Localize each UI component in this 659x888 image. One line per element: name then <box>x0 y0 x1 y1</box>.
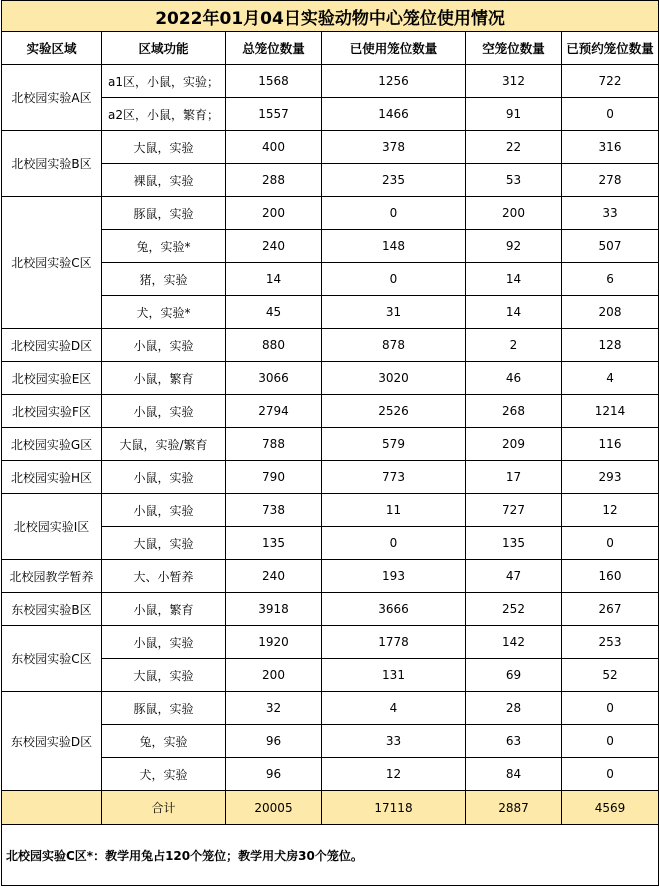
totals-total: 20005 <box>226 791 322 825</box>
cell-empty: 727 <box>466 494 562 527</box>
cell-area: 北校园实验G区 <box>2 428 102 461</box>
spreadsheet <box>1 0 658 886</box>
cell-total: 1568 <box>226 65 322 98</box>
cell-function: 小鼠，实验 <box>102 494 226 527</box>
cell-used: 148 <box>322 230 466 263</box>
table-row <box>2 131 659 164</box>
cell-reserved: 0 <box>562 692 659 725</box>
cell-function: 大鼠，实验 <box>102 527 226 560</box>
table-row <box>2 560 659 593</box>
header-total: 总笼位数量 <box>226 32 322 65</box>
cell-reserved: 1214 <box>562 395 659 428</box>
table-row <box>2 197 659 230</box>
cell-empty: 252 <box>466 593 562 626</box>
cell-total: 240 <box>226 230 322 263</box>
cell-area: 北校园教学暂养 <box>2 560 102 593</box>
cell-used: 3020 <box>322 362 466 395</box>
cell-used: 1256 <box>322 65 466 98</box>
cell-used: 579 <box>322 428 466 461</box>
cell-empty: 2 <box>466 329 562 362</box>
cell-function: 豚鼠，实验 <box>102 692 226 725</box>
cell-reserved: 0 <box>562 758 659 791</box>
cell-area: 北校园实验D区 <box>2 329 102 362</box>
cell-empty: 14 <box>466 263 562 296</box>
cell-total: 32 <box>226 692 322 725</box>
cell-area: 北校园实验C区 <box>2 197 102 329</box>
cell-reserved: 52 <box>562 659 659 692</box>
cell-empty: 92 <box>466 230 562 263</box>
totals-used: 17118 <box>322 791 466 825</box>
cell-total: 45 <box>226 296 322 329</box>
table-row <box>2 395 659 428</box>
table-row <box>2 65 659 98</box>
cell-reserved: 507 <box>562 230 659 263</box>
cell-total: 880 <box>226 329 322 362</box>
cell-reserved: 208 <box>562 296 659 329</box>
cell-empty: 312 <box>466 65 562 98</box>
cell-used: 12 <box>322 758 466 791</box>
cell-function: 大鼠，实验/繁育 <box>102 428 226 461</box>
cell-empty: 84 <box>466 758 562 791</box>
cell-total: 96 <box>226 758 322 791</box>
table-title: 2022年01月04日实验动物中心笼位使用情况 <box>2 1 659 32</box>
table-row <box>2 362 659 395</box>
totals-empty: 2887 <box>466 791 562 825</box>
cell-used: 1778 <box>322 626 466 659</box>
cell-total: 400 <box>226 131 322 164</box>
cage-usage-table <box>1 0 659 886</box>
totals-label: 合计 <box>102 791 226 825</box>
totals-blank <box>2 791 102 825</box>
cell-total: 135 <box>226 527 322 560</box>
cell-used: 193 <box>322 560 466 593</box>
cell-function: 小鼠，实验 <box>102 461 226 494</box>
table-row <box>2 593 659 626</box>
cell-reserved: 0 <box>562 98 659 131</box>
cell-function: 小鼠，实验 <box>102 626 226 659</box>
cell-total: 790 <box>226 461 322 494</box>
cell-function: a2区，小鼠，繁育； <box>102 98 226 131</box>
cell-function: 小鼠，实验 <box>102 395 226 428</box>
cell-used: 0 <box>322 527 466 560</box>
cell-empty: 268 <box>466 395 562 428</box>
cell-reserved: 12 <box>562 494 659 527</box>
cell-function: 大、小暂养 <box>102 560 226 593</box>
cell-total: 288 <box>226 164 322 197</box>
cell-function: 小鼠，繁育 <box>102 593 226 626</box>
cell-total: 788 <box>226 428 322 461</box>
totals-row <box>2 791 659 825</box>
cell-total: 1557 <box>226 98 322 131</box>
cell-empty: 69 <box>466 659 562 692</box>
cell-function: 犬，实验 <box>102 758 226 791</box>
cell-reserved: 6 <box>562 263 659 296</box>
cell-total: 3066 <box>226 362 322 395</box>
cell-empty: 91 <box>466 98 562 131</box>
cell-used: 2526 <box>322 395 466 428</box>
cell-reserved: 4 <box>562 362 659 395</box>
cell-empty: 135 <box>466 527 562 560</box>
cell-empty: 142 <box>466 626 562 659</box>
table-row <box>2 428 659 461</box>
table-row <box>2 461 659 494</box>
header-reserved: 已预约笼位数量 <box>562 32 659 65</box>
cell-empty: 53 <box>466 164 562 197</box>
cell-area: 北校园实验A区 <box>2 65 102 131</box>
table-body <box>2 65 659 791</box>
cell-function: 犬，实验* <box>102 296 226 329</box>
cell-empty: 46 <box>466 362 562 395</box>
cell-used: 0 <box>322 263 466 296</box>
cell-used: 131 <box>322 659 466 692</box>
cell-area: 北校园实验B区 <box>2 131 102 197</box>
cell-used: 773 <box>322 461 466 494</box>
cell-area: 北校园实验I区 <box>2 494 102 560</box>
cell-area: 东校园实验C区 <box>2 626 102 692</box>
cell-area: 东校园实验B区 <box>2 593 102 626</box>
cell-reserved: 278 <box>562 164 659 197</box>
cell-function: 大鼠，实验 <box>102 659 226 692</box>
table-row <box>2 494 659 527</box>
cell-total: 738 <box>226 494 322 527</box>
cell-used: 3666 <box>322 593 466 626</box>
cell-total: 240 <box>226 560 322 593</box>
cell-total: 200 <box>226 197 322 230</box>
header-area: 实验区域 <box>2 32 102 65</box>
cell-area: 东校园实验D区 <box>2 692 102 791</box>
cell-used: 33 <box>322 725 466 758</box>
cell-reserved: 160 <box>562 560 659 593</box>
header-used: 已使用笼位数量 <box>322 32 466 65</box>
cell-total: 14 <box>226 263 322 296</box>
cell-function: 兔，实验* <box>102 230 226 263</box>
cell-total: 200 <box>226 659 322 692</box>
cell-function: a1区，小鼠，实验； <box>102 65 226 98</box>
cell-total: 2794 <box>226 395 322 428</box>
cell-reserved: 116 <box>562 428 659 461</box>
cell-function: 豚鼠，实验 <box>102 197 226 230</box>
footnote: 北校园实验C区*：教学用兔占120个笼位；教学用犬房30个笼位。 <box>2 825 659 886</box>
cell-used: 878 <box>322 329 466 362</box>
cell-reserved: 293 <box>562 461 659 494</box>
totals-reserved: 4569 <box>562 791 659 825</box>
cell-function: 裸鼠，实验 <box>102 164 226 197</box>
cell-total: 3918 <box>226 593 322 626</box>
cell-area: 北校园实验E区 <box>2 362 102 395</box>
table-row <box>2 329 659 362</box>
header-empty: 空笼位数量 <box>466 32 562 65</box>
cell-empty: 17 <box>466 461 562 494</box>
cell-reserved: 316 <box>562 131 659 164</box>
table-row <box>2 692 659 725</box>
header-function: 区域功能 <box>102 32 226 65</box>
cell-empty: 47 <box>466 560 562 593</box>
cell-empty: 14 <box>466 296 562 329</box>
cell-used: 31 <box>322 296 466 329</box>
cell-reserved: 0 <box>562 725 659 758</box>
cell-reserved: 128 <box>562 329 659 362</box>
cell-area: 北校园实验H区 <box>2 461 102 494</box>
cell-function: 小鼠，实验 <box>102 329 226 362</box>
cell-function: 猪，实验 <box>102 263 226 296</box>
cell-empty: 22 <box>466 131 562 164</box>
cell-empty: 209 <box>466 428 562 461</box>
cell-empty: 63 <box>466 725 562 758</box>
cell-used: 0 <box>322 197 466 230</box>
cell-empty: 28 <box>466 692 562 725</box>
cell-empty: 200 <box>466 197 562 230</box>
table-row <box>2 626 659 659</box>
cell-reserved: 267 <box>562 593 659 626</box>
cell-used: 1466 <box>322 98 466 131</box>
cell-reserved: 0 <box>562 527 659 560</box>
cell-used: 235 <box>322 164 466 197</box>
cell-used: 11 <box>322 494 466 527</box>
cell-area: 北校园实验F区 <box>2 395 102 428</box>
cell-used: 378 <box>322 131 466 164</box>
cell-function: 大鼠，实验 <box>102 131 226 164</box>
cell-reserved: 33 <box>562 197 659 230</box>
cell-used: 4 <box>322 692 466 725</box>
cell-function: 兔，实验 <box>102 725 226 758</box>
cell-function: 小鼠，繁育 <box>102 362 226 395</box>
cell-total: 96 <box>226 725 322 758</box>
cell-total: 1920 <box>226 626 322 659</box>
cell-reserved: 253 <box>562 626 659 659</box>
cell-reserved: 722 <box>562 65 659 98</box>
